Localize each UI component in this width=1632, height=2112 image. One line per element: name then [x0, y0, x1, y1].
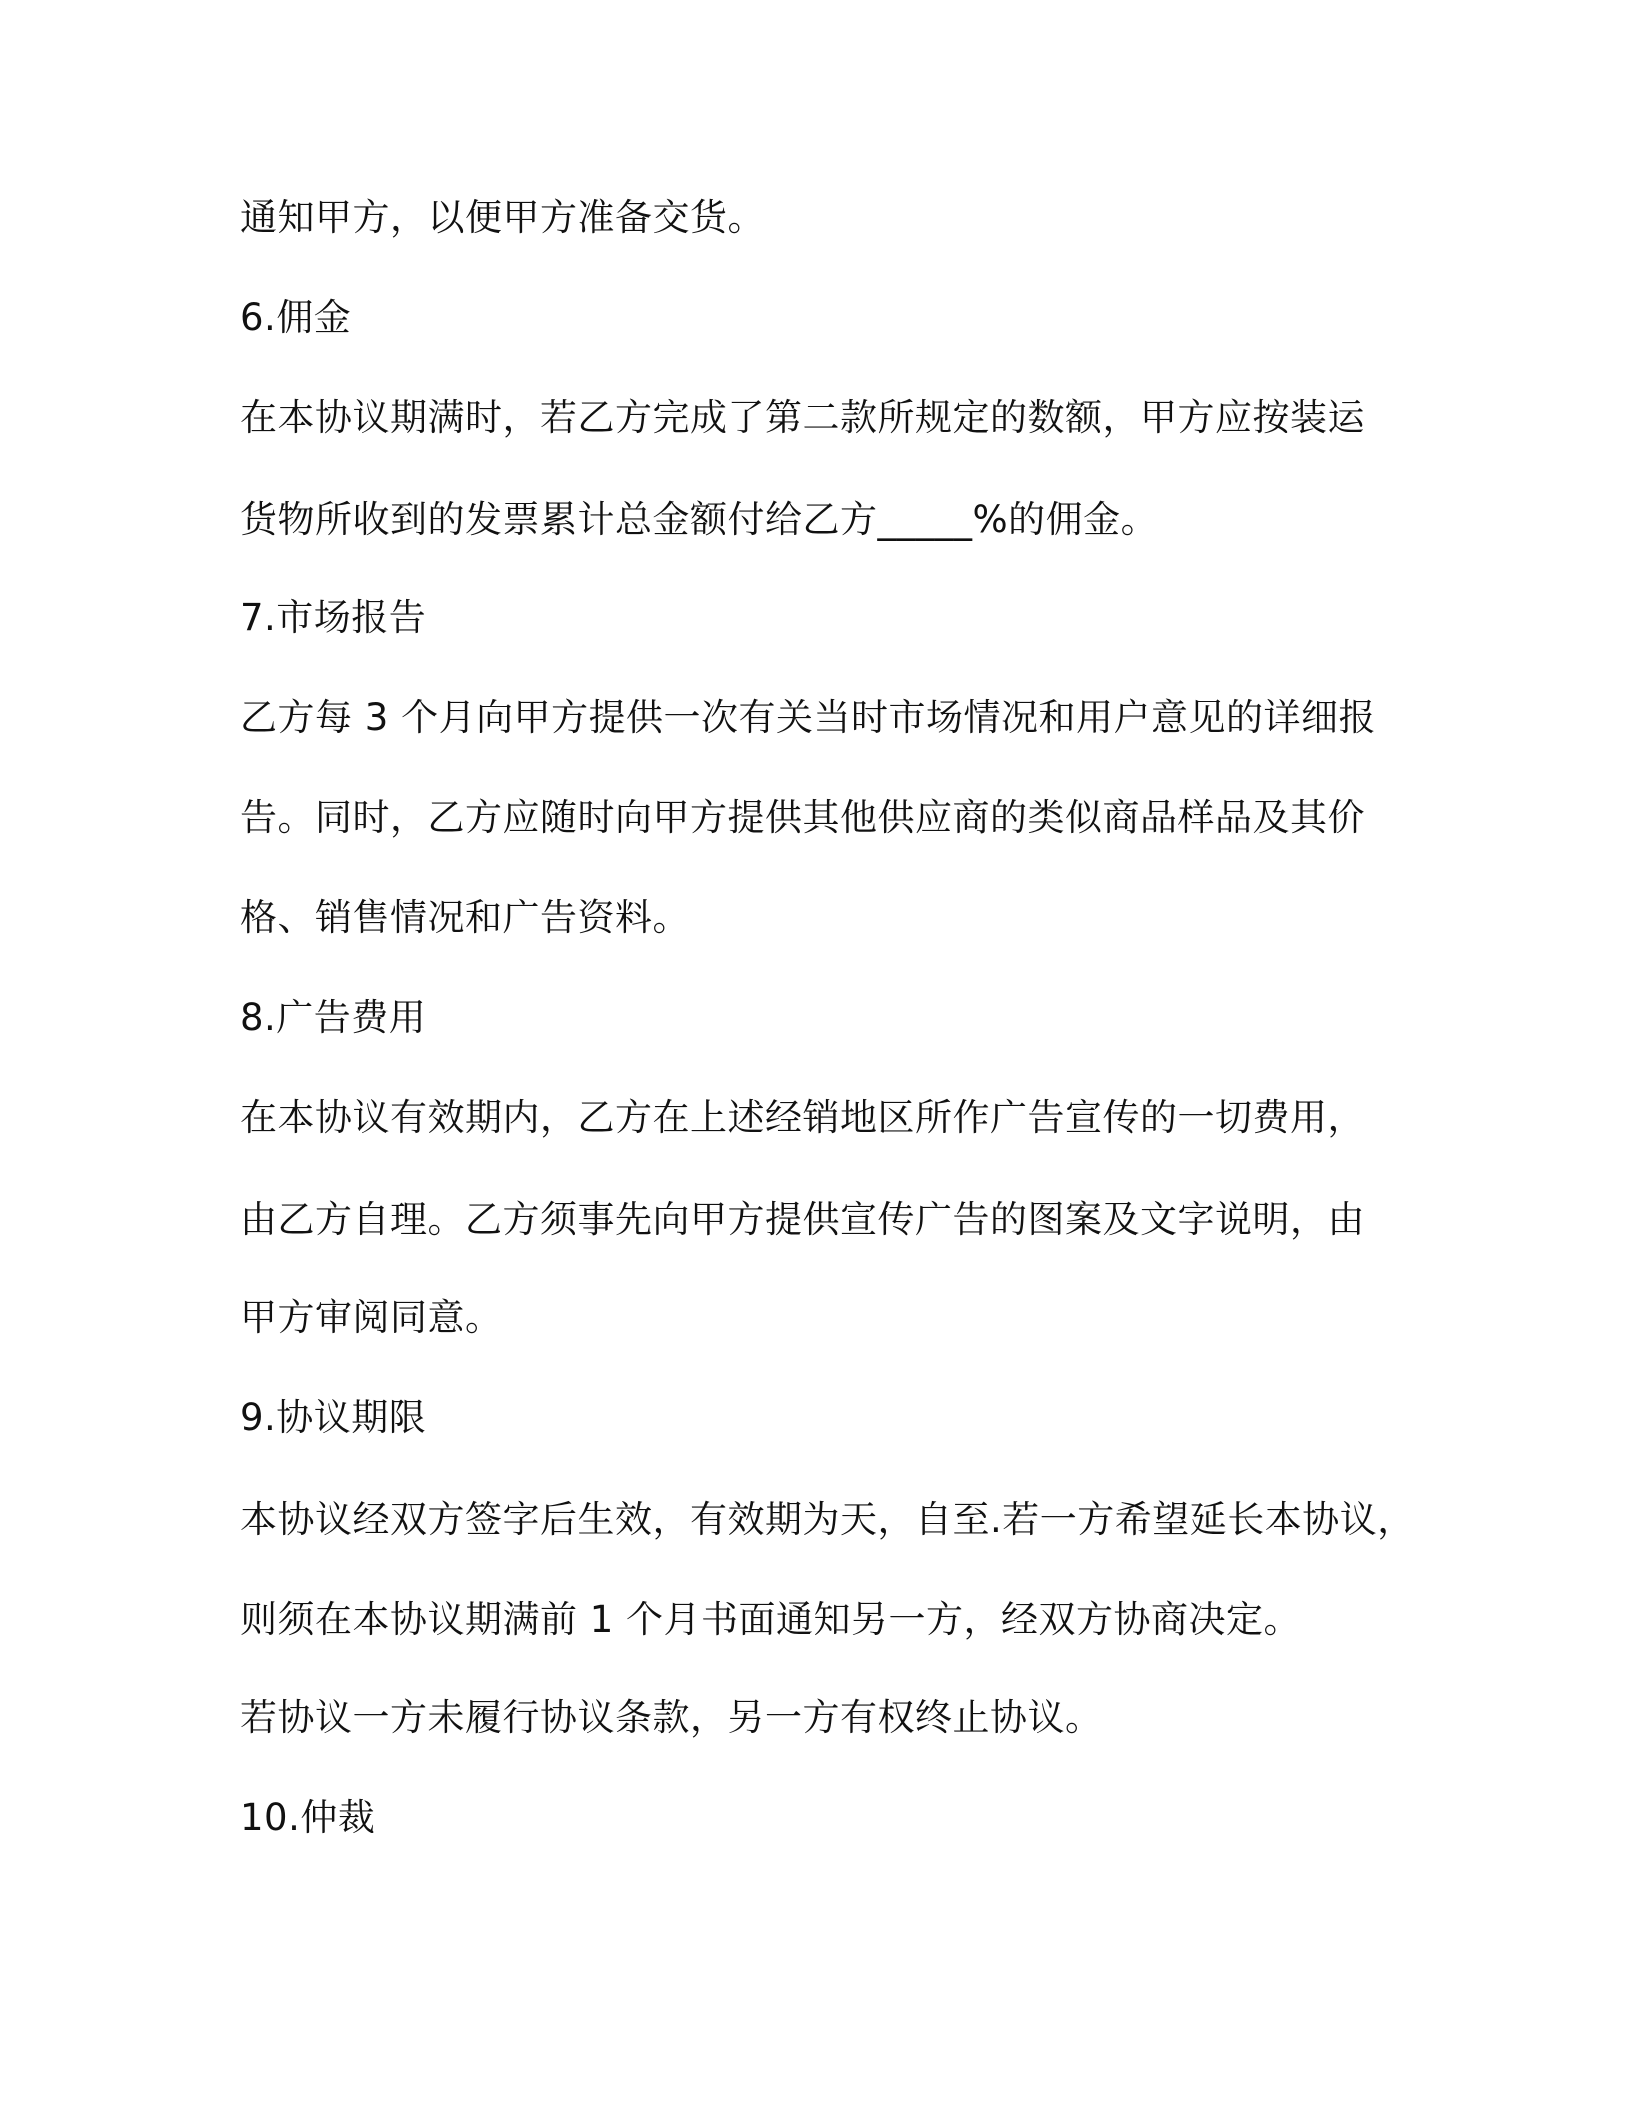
paragraph-line: 在本协议有效期内，乙方在上述经销地区所作广告宣传的一切费用， — [240, 1096, 1365, 1139]
section-heading-market-report: 7.市场报告 — [240, 596, 427, 639]
section-heading-advertising-costs: 8.广告费用 — [240, 996, 427, 1039]
paragraph-line: 乙方每 3 个月向甲方提供一次有关当时市场情况和用户意见的详细报 — [240, 696, 1377, 739]
paragraph-line: 通知甲方，以便甲方准备交货。 — [240, 196, 765, 239]
section-heading-commission: 6.佣金 — [240, 296, 352, 339]
paragraph-line: 格、销售情况和广告资料。 — [240, 896, 690, 939]
paragraph-line: 本协议经双方签字后生效，有效期为天，自至.若一方希望延长本协议， — [240, 1498, 1415, 1541]
paragraph-line: 告。同时，乙方应随时向甲方提供其他供应商的类似商品样品及其价 — [240, 796, 1365, 839]
paragraph-line: 甲方审阅同意。 — [240, 1296, 503, 1339]
paragraph-line: 若协议一方未履行协议条款，另一方有权终止协议。 — [240, 1696, 1103, 1739]
section-heading-arbitration: 10.仲裁 — [240, 1796, 376, 1839]
paragraph-line: 则须在本协议期满前 1 个月书面通知另一方，经双方协商决定。 — [240, 1598, 1302, 1641]
paragraph-line: 货物所收到的发票累计总金额付给乙方_____%的佣金。 — [240, 498, 1159, 541]
paragraph-line: 由乙方自理。乙方须事先向甲方提供宣传广告的图案及文字说明，由 — [240, 1198, 1365, 1241]
paragraph-line: 在本协议期满时，若乙方完成了第二款所规定的数额，甲方应按装运 — [240, 396, 1365, 439]
section-heading-term: 9.协议期限 — [240, 1396, 427, 1439]
